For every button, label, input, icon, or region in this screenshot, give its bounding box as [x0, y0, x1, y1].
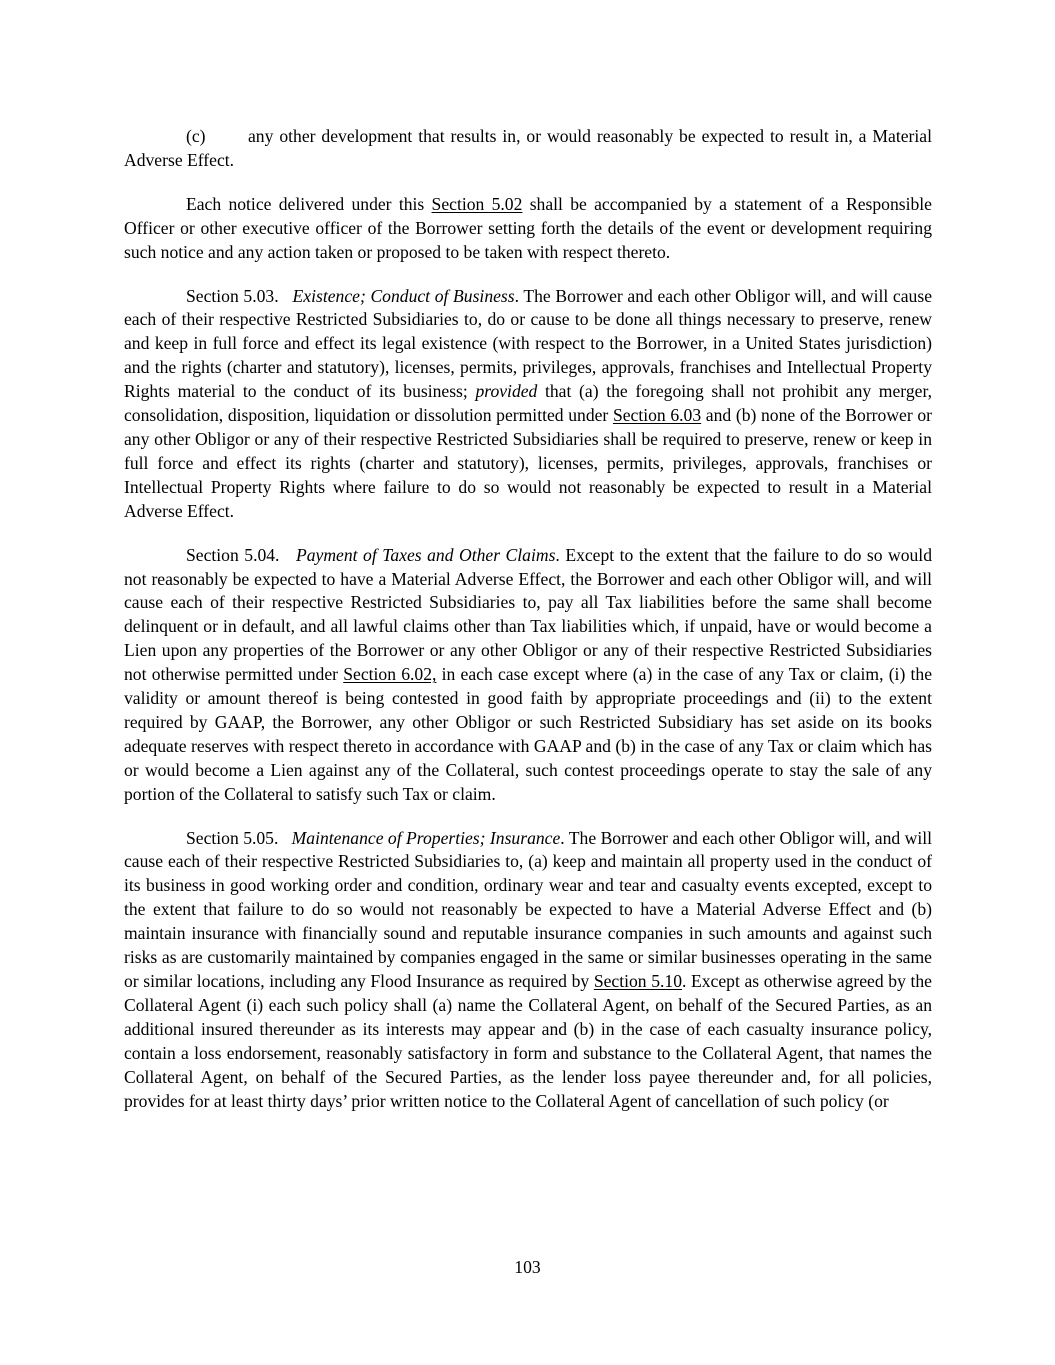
section-6-02-reference: Section 6.02, [343, 664, 437, 685]
section-5-04-number: Section 5.04. [186, 544, 280, 565]
page-number: 103 [514, 1257, 541, 1277]
section-5-03-text-3: and (b) none of the Borrower or any other Obligor or any of their respective Restricted Subsidiaries shall be required to preserve, renew or keep in full force and effect its rights (charter and statutory), licenses, permits, privileges, approvals, franchises or Intellectual Property Rights where failure to do so would not reasonably be expected to result in a Material Adverse Effect. [124, 405, 933, 521]
notice-text-start: Each notice delivered under this [186, 193, 432, 214]
section-5-04-text-1: . Except to the extent that the failure to do so would not reasonably be expected to have a Material Adverse Effect, the Borrower and each other Obligor will, and will cause each of their respective Restricted Subsidiaries to, pay all Tax liabilities before the same shall become delinquent or in default, and all lawful claims other than Tax liabilities which, if unpaid, have or would become a Lien upon any properties of the Borrower or any other Obligor or any of their respective Restricted Subsidiaries not otherwise permitted under [124, 544, 932, 685]
clause-c-marker: (c) [186, 126, 206, 146]
proviso-term: provided [475, 381, 538, 402]
section-5-03-number: Section 5.03. [186, 285, 279, 306]
section-6-03-reference: Section 6.03 [612, 405, 702, 426]
section-5-03 [124, 285, 932, 524]
section-5-05-text-2: . Except as otherwise agreed by the Collateral Agent (i) each such policy shall (a) name the Collateral Agent, on behalf of the Secured Parties, as an additional insured thereunder as its interests may appear and (b) in the case of each casualty insurance policy, contain a loss endorsement, reasonably satisfactory in form and substance to the Collateral Agent, that names the Collateral Agent, on behalf of the Secured Parties, as the lender loss payee thereunder and, for all policies, provides for at least thirty days’ prior written notice to the Collateral Agent of cancellation of such policy (or [124, 971, 932, 1111]
section-5-03-text-1: . The Borrower and each other Obligor will, and will cause each of their respective Restricted Subsidiaries to, do or cause to be done all things necessary to preserve, renew and keep in full force and effect its legal existence (with respect to the Borrower, in a United States jurisdiction) and the rights (charter and statutory), licenses, permits, privileges, approvals, franchises and Intellectual Property Rights material to the conduct of its business; [124, 285, 933, 402]
section-5-05-title: Maintenance of Properties; Insurance [291, 827, 561, 848]
section-5-10-reference: Section 5.10 [593, 971, 682, 991]
section-5-05-text-1: . The Borrower and each other Obligor will, and will cause each of their respective Restricted Subsidiaries to, (a) keep and maintain all property used in the conduct of its business in good working order and condition, ordinary wear and tear and casualty events excepted, except to the extent that failure to do so would not reasonably be expected to have a Material Adverse Effect and (b) maintain insurance with financially sound and reputable insurance companies in such amounts and against such risks as are customarily maintained by companies engaged in the same or similar businesses operating in the same or similar locations, including any Flood Insurance as required by [124, 827, 932, 991]
clause-c [124, 125, 932, 173]
clause-c-text: any other development that results in, or would reasonably be expected to result in, a Material Adverse Effect. [124, 126, 932, 170]
section-5-04 [124, 544, 932, 807]
section-5-04-text-2: in each case except where (a) in the case of any Tax or claim, (i) the validity or amount thereof is being contested in good faith by appropriate proceedings and (ii) to the extent required by GAAP, the Borrower, any other Obligor or such Restricted Subsidiary has set aside on its books adequate reserves with respect thereto in accordance with GAAP and (b) in the case of any Tax or claim which has or would become a Lien against any of the Collateral, such contest proceedings operate to stay the sale of any portion of the Collateral to satisfy such Tax or claim. [124, 664, 933, 804]
section-5-05-number: Section 5.05. [186, 827, 279, 848]
section-5-03-title: Existence; Conduct of Business [292, 285, 515, 306]
section-5-02-reference: Section 5.02 [431, 193, 523, 214]
notice-text-end: shall be accompanied by a statement of a Responsible Officer or other executive officer of the Borrower setting forth the details of the event or development requiring such notice and any action taken or proposed to be taken with respect thereto. [124, 193, 932, 262]
section-5-03-text-2: that (a) the foregoing shall not prohibit any merger, consolidation, disposition, liquidation or dissolution permitted under [124, 381, 932, 426]
section-5-05 [124, 827, 932, 1114]
notice-paragraph [124, 193, 932, 265]
page-body [124, 125, 932, 1133]
section-5-04-title: Payment of Taxes and Other Claims [295, 544, 556, 565]
